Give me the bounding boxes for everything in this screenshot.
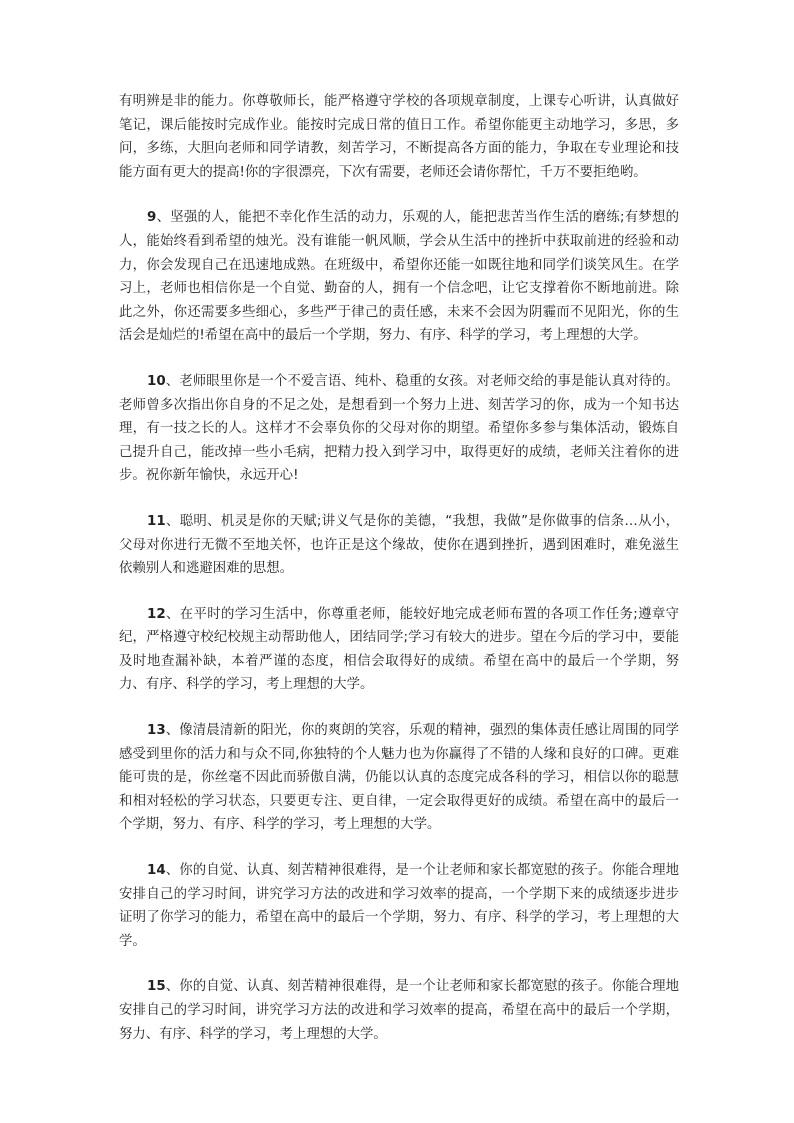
paragraph-number: 11 (147, 513, 166, 529)
paragraph-number: 13 (147, 723, 166, 739)
comment-paragraph (119, 90, 679, 184)
comment-paragraph (119, 859, 679, 953)
paragraph-text: 、坚强的人，能把不幸化作生活的动力，乐观的人，能把悲苦当作生活的磨练;有梦想的人，能始终看到希望的烛光。没有谁能一帆风顺，学会从生活中的挫折中获取前进的经验和动力，你会发现自己在迅速地成熟。在班级中，希望你还能一如既往地和同学们谈笑风生。在学习上，老师也相信你是一个自觉、勤奋的人，拥有一个信念吧，让它支撑着你不断地前进。除此之外，你还需要多些细心，多些严于律己的责任感，未来不会因为阴霾而不见阳光，你的生活会是灿烂的!希望在高中的最后一个学期，努力、有序、科学的学习，考上理想的大学。 (119, 210, 679, 344)
paragraph-number: 14 (147, 863, 166, 879)
document-page (119, 90, 679, 1068)
comment-paragraph (119, 975, 679, 1046)
paragraph-text: 、你的自觉、认真、刻苦精神很难得，是一个让老师和家长都宽慰的孩子。你能合理地安排自己的学习时间，讲究学习方法的改进和学习效率的提高，一个学期下来的成绩逐步进步证明了你学习的能力，希望在高中的最后一个学期，努力、有序、科学的学习，考上理想的大学。 (119, 863, 679, 949)
comment-paragraph (119, 510, 679, 581)
comment-paragraph (119, 370, 679, 488)
comment-paragraph (119, 603, 679, 697)
paragraph-number: 15 (147, 979, 166, 995)
paragraph-text: 、你的自觉、认真、刻苦精神很难得，是一个让老师和家长都宽慰的孩子。你能合理地安排自己的学习时间，讲究学习方法的改进和学习效率的提高，希望在高中的最后一个学期，努力、有序、科学的学习，考上理想的大学。 (119, 979, 679, 1042)
paragraph-text: 、聪明、机灵是你的天赋;讲义气是你的美德，“我想，我做”是你做事的信条…从小，父母对你进行无微不至地关怀，也许正是这个缘故，使你在遇到挫折，遇到困难时，难免滋生依赖别人和逃避困难的思想。 (119, 513, 679, 577)
paragraph-number: 9 (147, 210, 157, 226)
paragraph-text: 有明辨是非的能力。你尊敬师长，能严格遵守学校的各项规章制度，上课专心听讲，认真做好笔记，课后能按时完成作业。能按时完成日常的值日工作。希望你能更主动地学习，多思，多问，多练，大胆向老师和同学请教，刻苦学习，不断提高各方面的能力，争取在专业理论和技能方面有更大的提高!你的字很漂亮，下次有需要，老师还会请你帮忙，千万不要拒绝哟。 (119, 94, 679, 180)
paragraph-text: 、老师眼里你是一个不爱言语、纯朴、稳重的女孩。对老师交给的事是能认真对待的。老师曾多次指出你自身的不足之处，是想看到一个努力上进、刻苦学习的你，成为一个知书达理，有一技之长的人。这样才不会辜负你的父母对你的期望。希望你多参与集体活动，锻炼自己提升自己，能改掉一些小毛病，把精力投入到学习中，取得更好的成绩，老师关注着你的进步。祝你新年愉快，永远开心! (119, 373, 679, 484)
paragraph-number: 12 (147, 606, 166, 622)
comment-paragraph (119, 719, 679, 837)
comment-paragraph (119, 206, 679, 348)
paragraph-text: 、在平时的学习生活中，你尊重老师，能较好地完成老师布置的各项工作任务;遵章守纪，严格遵守校纪校规主动帮助他人，团结同学;学习有较大的进步。望在今后的学习中，要能及时地查漏补缺，本着严谨的态度，相信会取得好的成绩。希望在高中的最后一个学期，努力、有序、科学的学习，考上理想的大学。 (119, 606, 679, 693)
paragraph-number: 10 (147, 373, 166, 389)
paragraph-text: 、像清晨清新的阳光，你的爽朗的笑容，乐观的精神，强烈的集体责任感让周围的同学感受到里你的活力和与众不同,你独特的个人魅力也为你赢得了不错的人缘和良好的口碑。更难能可贵的是，你丝毫不因此而骄傲自满，仍能以认真的态度完成各科的学习，相信以你的聪慧和相对轻松的学习状态，只要更专注、更自律，一定会取得更好的成绩。希望在高中的最后一个学期，努力、有序、科学的学习，考上理想的大学。 (119, 723, 679, 833)
